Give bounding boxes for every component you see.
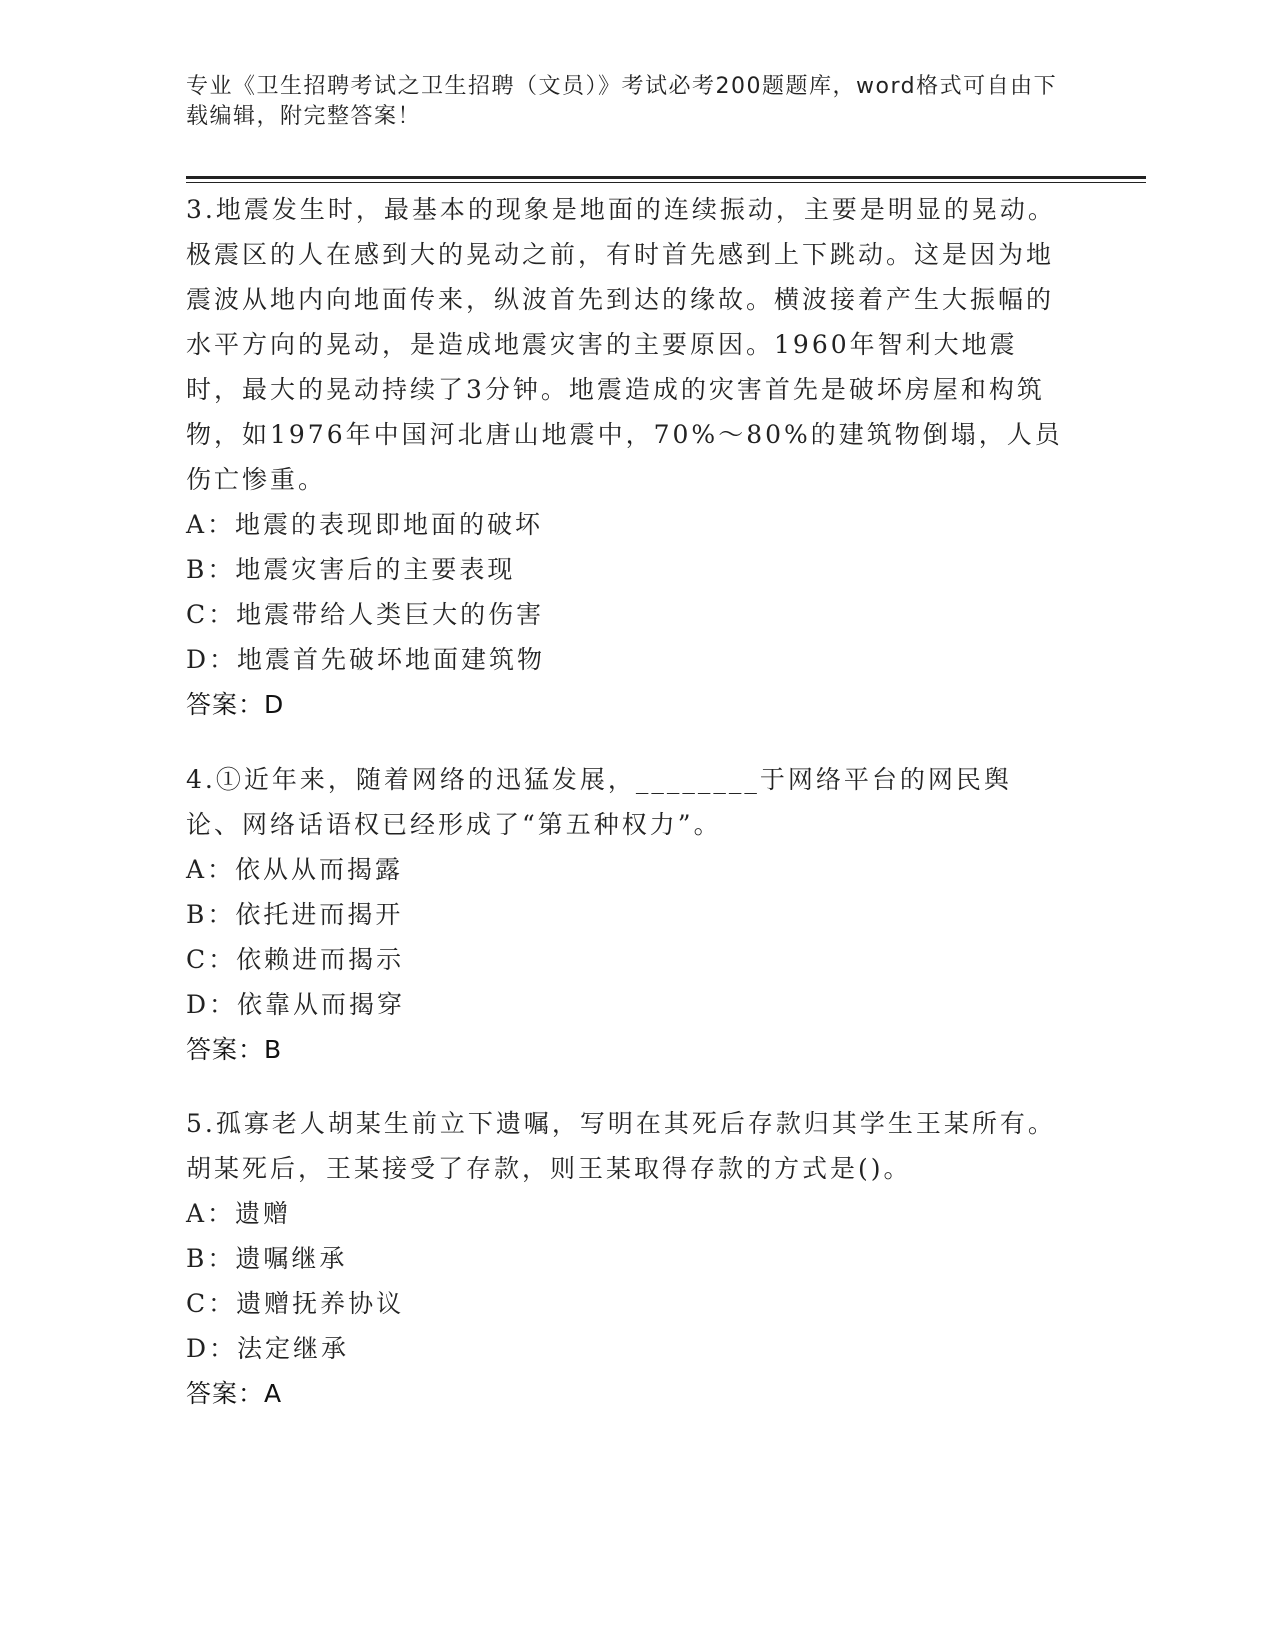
answer-label: 答案：B — [186, 1035, 283, 1064]
question-stem: 3.地震发生时，最基本的现象是地面的连续振动，主要是明显的晃动。极震区的人在感到大的晃动之前，有时首先感到上下跳动。这是因为地震波从地内向地面传来，纵波首先到达的缘故。横波接着产生大振幅的水平方向的晃动，是造成地震灾害的主要原因。1960年智利大地震时，最大的晃动持续了3分钟。地震造成的灾害首先是破坏房屋和构筑物，如1976年中国河北唐山地震中，70%～80%的建筑物倒塌，人员伤亡惨重。 — [186, 195, 1063, 494]
header-divider-thin — [186, 182, 1146, 183]
option-b: B：地震灾害后的主要表现 — [186, 555, 516, 584]
option-c: C：地震带给人类巨大的伤害 — [186, 600, 545, 629]
answer-label: 答案：A — [186, 1379, 283, 1408]
page-header: 专业《卫生招聘考试之卫生招聘（文员）》考试必考200题题库，word格式可自由下载编辑，附完整答案！ — [186, 74, 1058, 129]
option-a: A：地震的表现即地面的破坏 — [186, 510, 544, 539]
option-b: B：依托进而揭开 — [186, 900, 404, 929]
question-5 — [186, 1101, 1066, 1417]
option-b: B：遗嘱继承 — [186, 1244, 348, 1273]
question-3 — [186, 187, 1066, 728]
header-divider-thick — [186, 176, 1146, 179]
option-d: D：地震首先破坏地面建筑物 — [186, 645, 546, 674]
question-stem: 5.孤寡老人胡某生前立下遗嘱，写明在其死后存款归其学生王某所有。胡某死后，王某接受了存款，则王某取得存款的方式是()。 — [186, 1109, 1056, 1183]
option-d: D：依靠从而揭穿 — [186, 990, 406, 1019]
question-4 — [186, 757, 1066, 1073]
answer-label: 答案：D — [186, 690, 285, 719]
option-d: D：法定继承 — [186, 1334, 350, 1363]
question-stem: 4.①近年来，随着网络的迅猛发展，________于网络平台的网民舆论、网络话语权已经形成了“第五种权力”。 — [186, 765, 1012, 839]
option-c: C：依赖进而揭示 — [186, 945, 405, 974]
option-c: C：遗赠抚养协议 — [186, 1289, 405, 1318]
option-a: A：依从从而揭露 — [186, 855, 404, 884]
option-a: A：遗赠 — [186, 1199, 292, 1228]
